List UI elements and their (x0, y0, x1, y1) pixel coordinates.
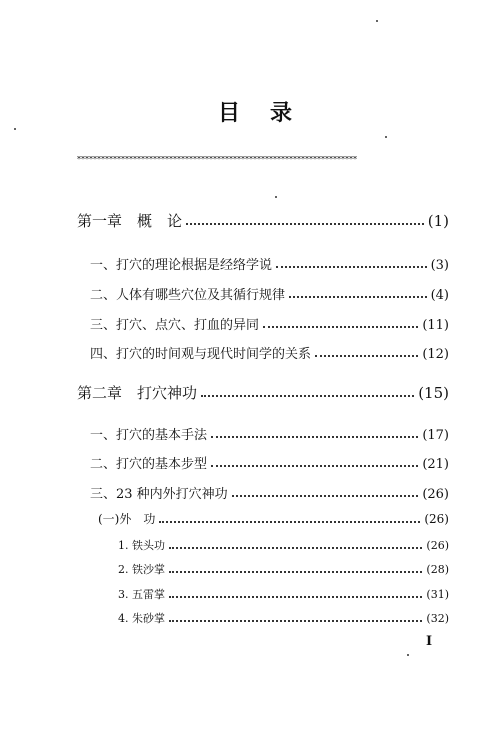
toc-page-number: (26) (426, 539, 449, 552)
dot-leader (186, 223, 424, 225)
toc-page-number: (11) (422, 318, 449, 333)
toc-label: 二、打穴的基本步型 (90, 457, 208, 472)
scan-speck (376, 20, 378, 22)
dot-leader (263, 326, 418, 328)
dot-leader (289, 296, 427, 298)
dot-leader (169, 620, 422, 622)
dot-leader (169, 596, 422, 598)
toc-item-1[interactable] (118, 537, 449, 553)
page-number: I (426, 634, 433, 649)
toc-page-number: (26) (424, 512, 449, 526)
scan-speck (407, 654, 409, 656)
scan-speck (14, 128, 16, 130)
toc-section-1-1[interactable] (90, 254, 449, 273)
toc-page-number: (17) (422, 428, 449, 443)
toc-page-number: (15) (418, 384, 449, 402)
toc-label: 四、打穴的时间观与现代时间学的关系 (90, 347, 312, 362)
toc-label: 2. 铁沙掌 (118, 563, 165, 576)
dot-leader (211, 465, 418, 467)
scan-speck (275, 196, 277, 198)
star-divider: ********************************************************************** (77, 156, 357, 164)
toc-chapter-2[interactable] (77, 382, 449, 403)
toc-page-number: (31) (426, 588, 449, 601)
toc-label: 二、人体有哪些穴位及其循行规律 (90, 288, 286, 303)
toc-label: 第一章 概 论 (77, 212, 183, 230)
toc-label: 3. 五雷掌 (118, 588, 165, 601)
toc-subsection-1[interactable] (98, 510, 449, 527)
toc-page-number: (21) (422, 457, 449, 472)
toc-label: 第二章 打穴神功 (77, 384, 198, 402)
toc-page-number: (4) (430, 288, 449, 303)
toc-section-1-3[interactable] (90, 314, 449, 333)
dot-leader (232, 495, 419, 497)
toc-label: (一)外 功 (98, 512, 156, 526)
title-char-1: 目 (218, 100, 241, 126)
toc-section-2-1[interactable] (90, 424, 449, 443)
dot-leader (276, 266, 427, 268)
toc-item-4[interactable] (118, 610, 449, 626)
toc-item-2[interactable] (118, 561, 449, 577)
toc-label: 1. 铁头功 (118, 539, 165, 552)
toc-section-1-4[interactable] (90, 343, 449, 362)
toc-page-number: (32) (426, 612, 449, 625)
toc-item-3[interactable] (118, 586, 449, 602)
toc-page-number: (3) (430, 258, 449, 273)
toc-section-2-2[interactable] (90, 453, 449, 472)
toc-page-number: (26) (422, 487, 449, 502)
toc-page-number: (1) (427, 212, 449, 230)
dot-leader (169, 571, 422, 573)
toc-chapter-1[interactable] (77, 210, 449, 231)
dot-leader (201, 395, 414, 397)
toc-section-2-3[interactable] (90, 483, 449, 502)
toc-label: 4. 朱砂掌 (118, 612, 165, 625)
toc-label: 一、打穴的基本手法 (90, 428, 208, 443)
scan-speck (385, 136, 387, 138)
dot-leader (211, 436, 418, 438)
toc-section-1-2[interactable] (90, 284, 449, 303)
dot-leader (169, 547, 422, 549)
toc-label: 一、打穴的理论根据是经络学说 (90, 258, 273, 273)
toc-label: 三、23 种内外打穴神功 (90, 487, 228, 502)
title-char-2: 录 (270, 100, 293, 126)
toc-label: 三、打穴、点穴、打血的异同 (90, 318, 260, 333)
toc-page-number: (28) (426, 563, 449, 576)
dot-leader (159, 521, 420, 523)
dot-leader (315, 355, 418, 357)
toc-page-number: (12) (422, 347, 449, 362)
